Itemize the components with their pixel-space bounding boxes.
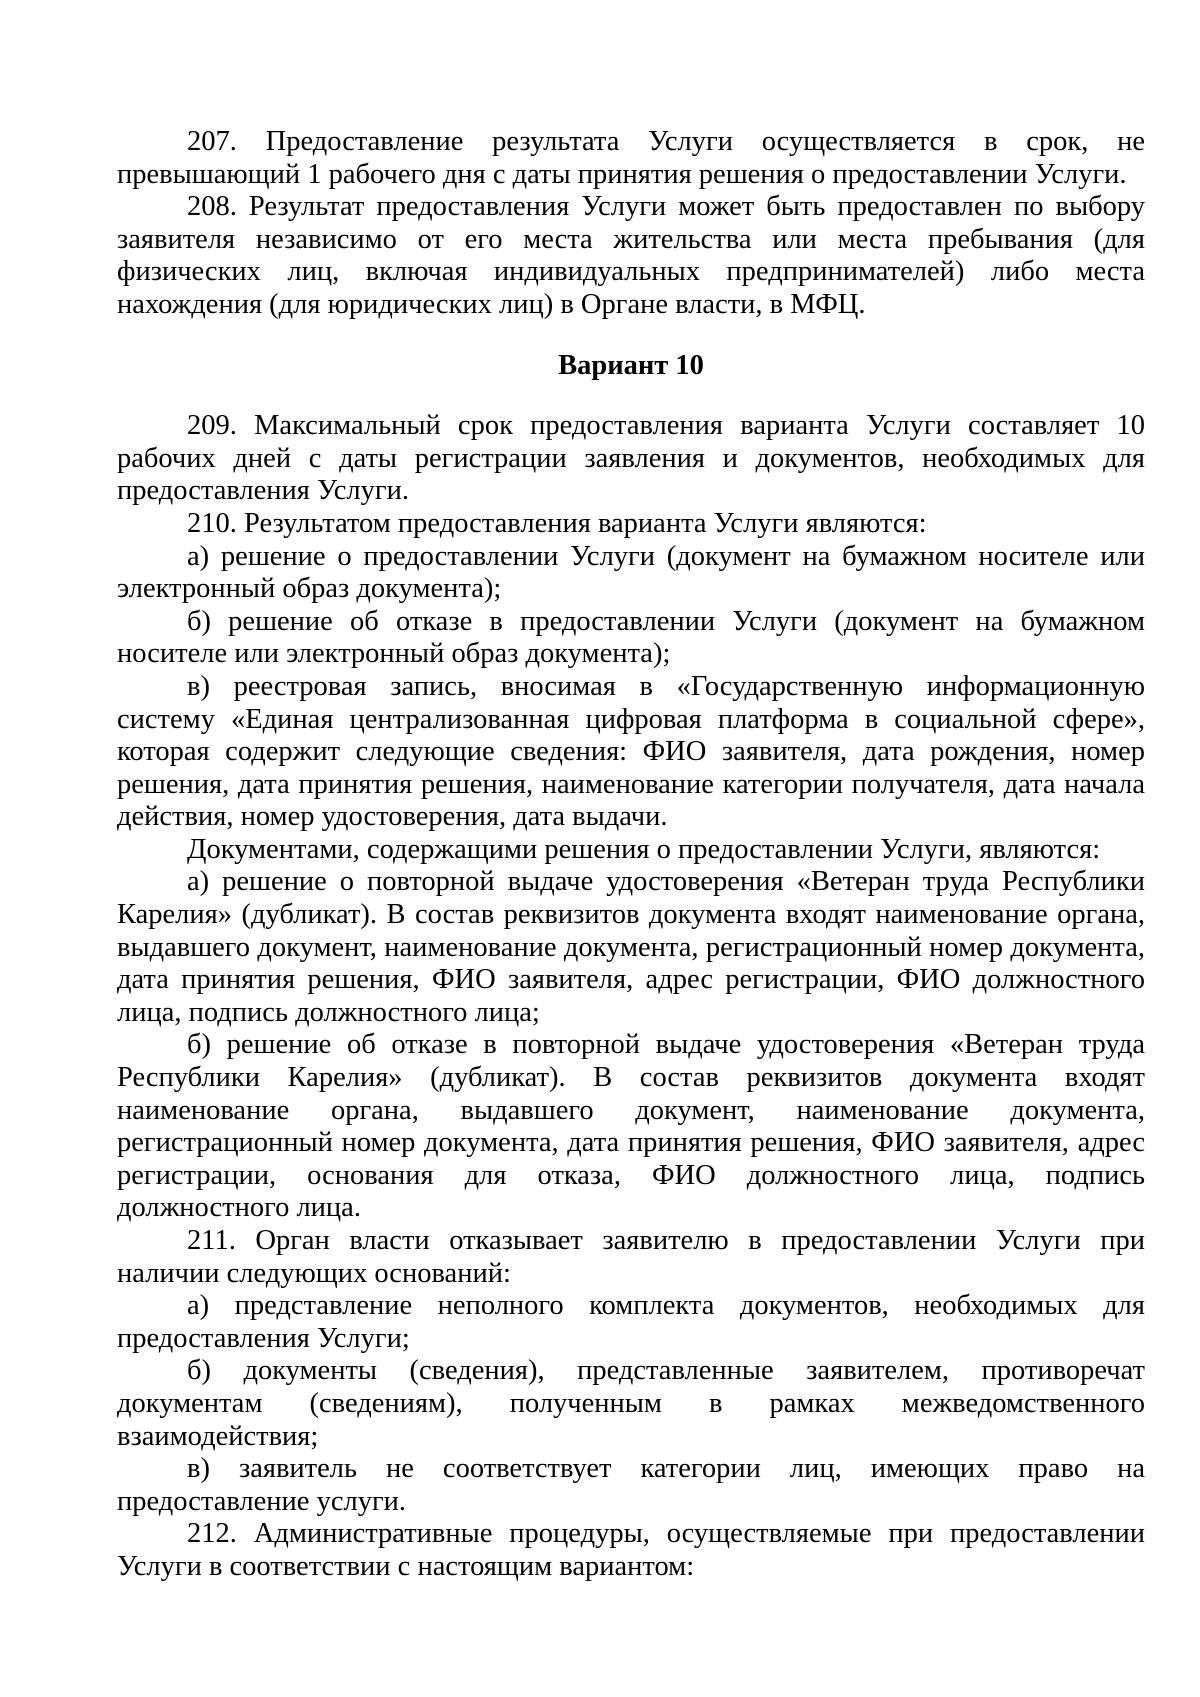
paragraph-210-a: а) решение о предоставлении Услуги (документ на бумажном носителе или электронный образ документа); <box>117 540 1145 605</box>
section-heading: Вариант 10 <box>558 349 704 381</box>
paragraph-211-v: в) заявитель не соответствует категории лиц, имеющих право на предоставление услуги. <box>117 1453 1145 1517</box>
paragraph-211-a: а) представление неполного комплекта документов, необходимых для предоставления Услуги; <box>117 1290 1145 1354</box>
paragraph-210-b: б) решение об отказе в предоставлении Услуги (документ на бумажном носителе или электронный образ документа); <box>117 605 1145 670</box>
paragraph-212: 212. Административные процедуры, осуществляемые при предоставлении Услуги в соответствии с настоящим вариантом: <box>117 1518 1145 1582</box>
paragraph-210: 210. Результатом предоставления варианта Услуги являются: <box>187 507 927 539</box>
paragraph-211: 211. Орган власти отказывает заявителю в предоставлении Услуги при наличии следующих оснований: <box>117 1225 1145 1289</box>
paragraph-210-v: в) реестровая запись, вносимая в «Государственную информационную систему «Единая централизованная цифровая платформа в социальной сфере», которая содержит следующие сведения: ФИО заявителя, дата рождения, номер решения, дата принятия решения, наименование категории получателя, дата начала действия, номер удостоверения, дата выдачи. <box>117 670 1145 833</box>
paragraph-documents-a: а) решение о повторной выдаче удостоверения «Ветеран труда Республики Карелия» (дубликат). В состав реквизитов документа входят наименование органа, выдавшего документ, наименование документа, регистрационный номер документа, дата принятия решения, ФИО заявителя, адрес регистрации, ФИО должностного лица, подпись должностного лица; <box>117 866 1145 1028</box>
paragraph-209: 209. Максимальный срок предоставления варианта Услуги составляет 10 рабочих дней с даты регистрации заявления и документов, необходимых для предоставления Услуги. <box>117 410 1145 507</box>
paragraph-documents-b: б) решение об отказе в повторной выдаче удостоверения «Ветеран труда Республики Карелия» (дубликат). В состав реквизитов документа входят наименование органа, выдавшего документ, наименование документа, регистрационный номер документа, дата принятия решения, ФИО заявителя, адрес регистрации, основания для отказа, ФИО должностного лица, подпись должностного лица. <box>117 1029 1145 1224</box>
paragraph-211-b: б) документы (сведения), представленные заявителем, противоречат документам (сведениям), полученным в рамках межведомственного взаимодействия; <box>117 1355 1145 1452</box>
paragraph-documents-intro: Документами, содержащими решения о предоставлении Услуги, являются: <box>187 833 1101 865</box>
paragraph-207: 207. Предоставление результата Услуги осуществляется в срок, не превышающий 1 рабочего дня с даты принятия решения о предоставлении Услуги. <box>117 126 1145 190</box>
paragraph-208: 208. Результат предоставления Услуги может быть предоставлен по выбору заявителя независимо от его места жительства или места пребывания (для физических лиц, включая индивидуальных предпринимателей) либо места нахождения (для юридических лиц) в Органе власти, в МФЦ. <box>117 191 1145 320</box>
